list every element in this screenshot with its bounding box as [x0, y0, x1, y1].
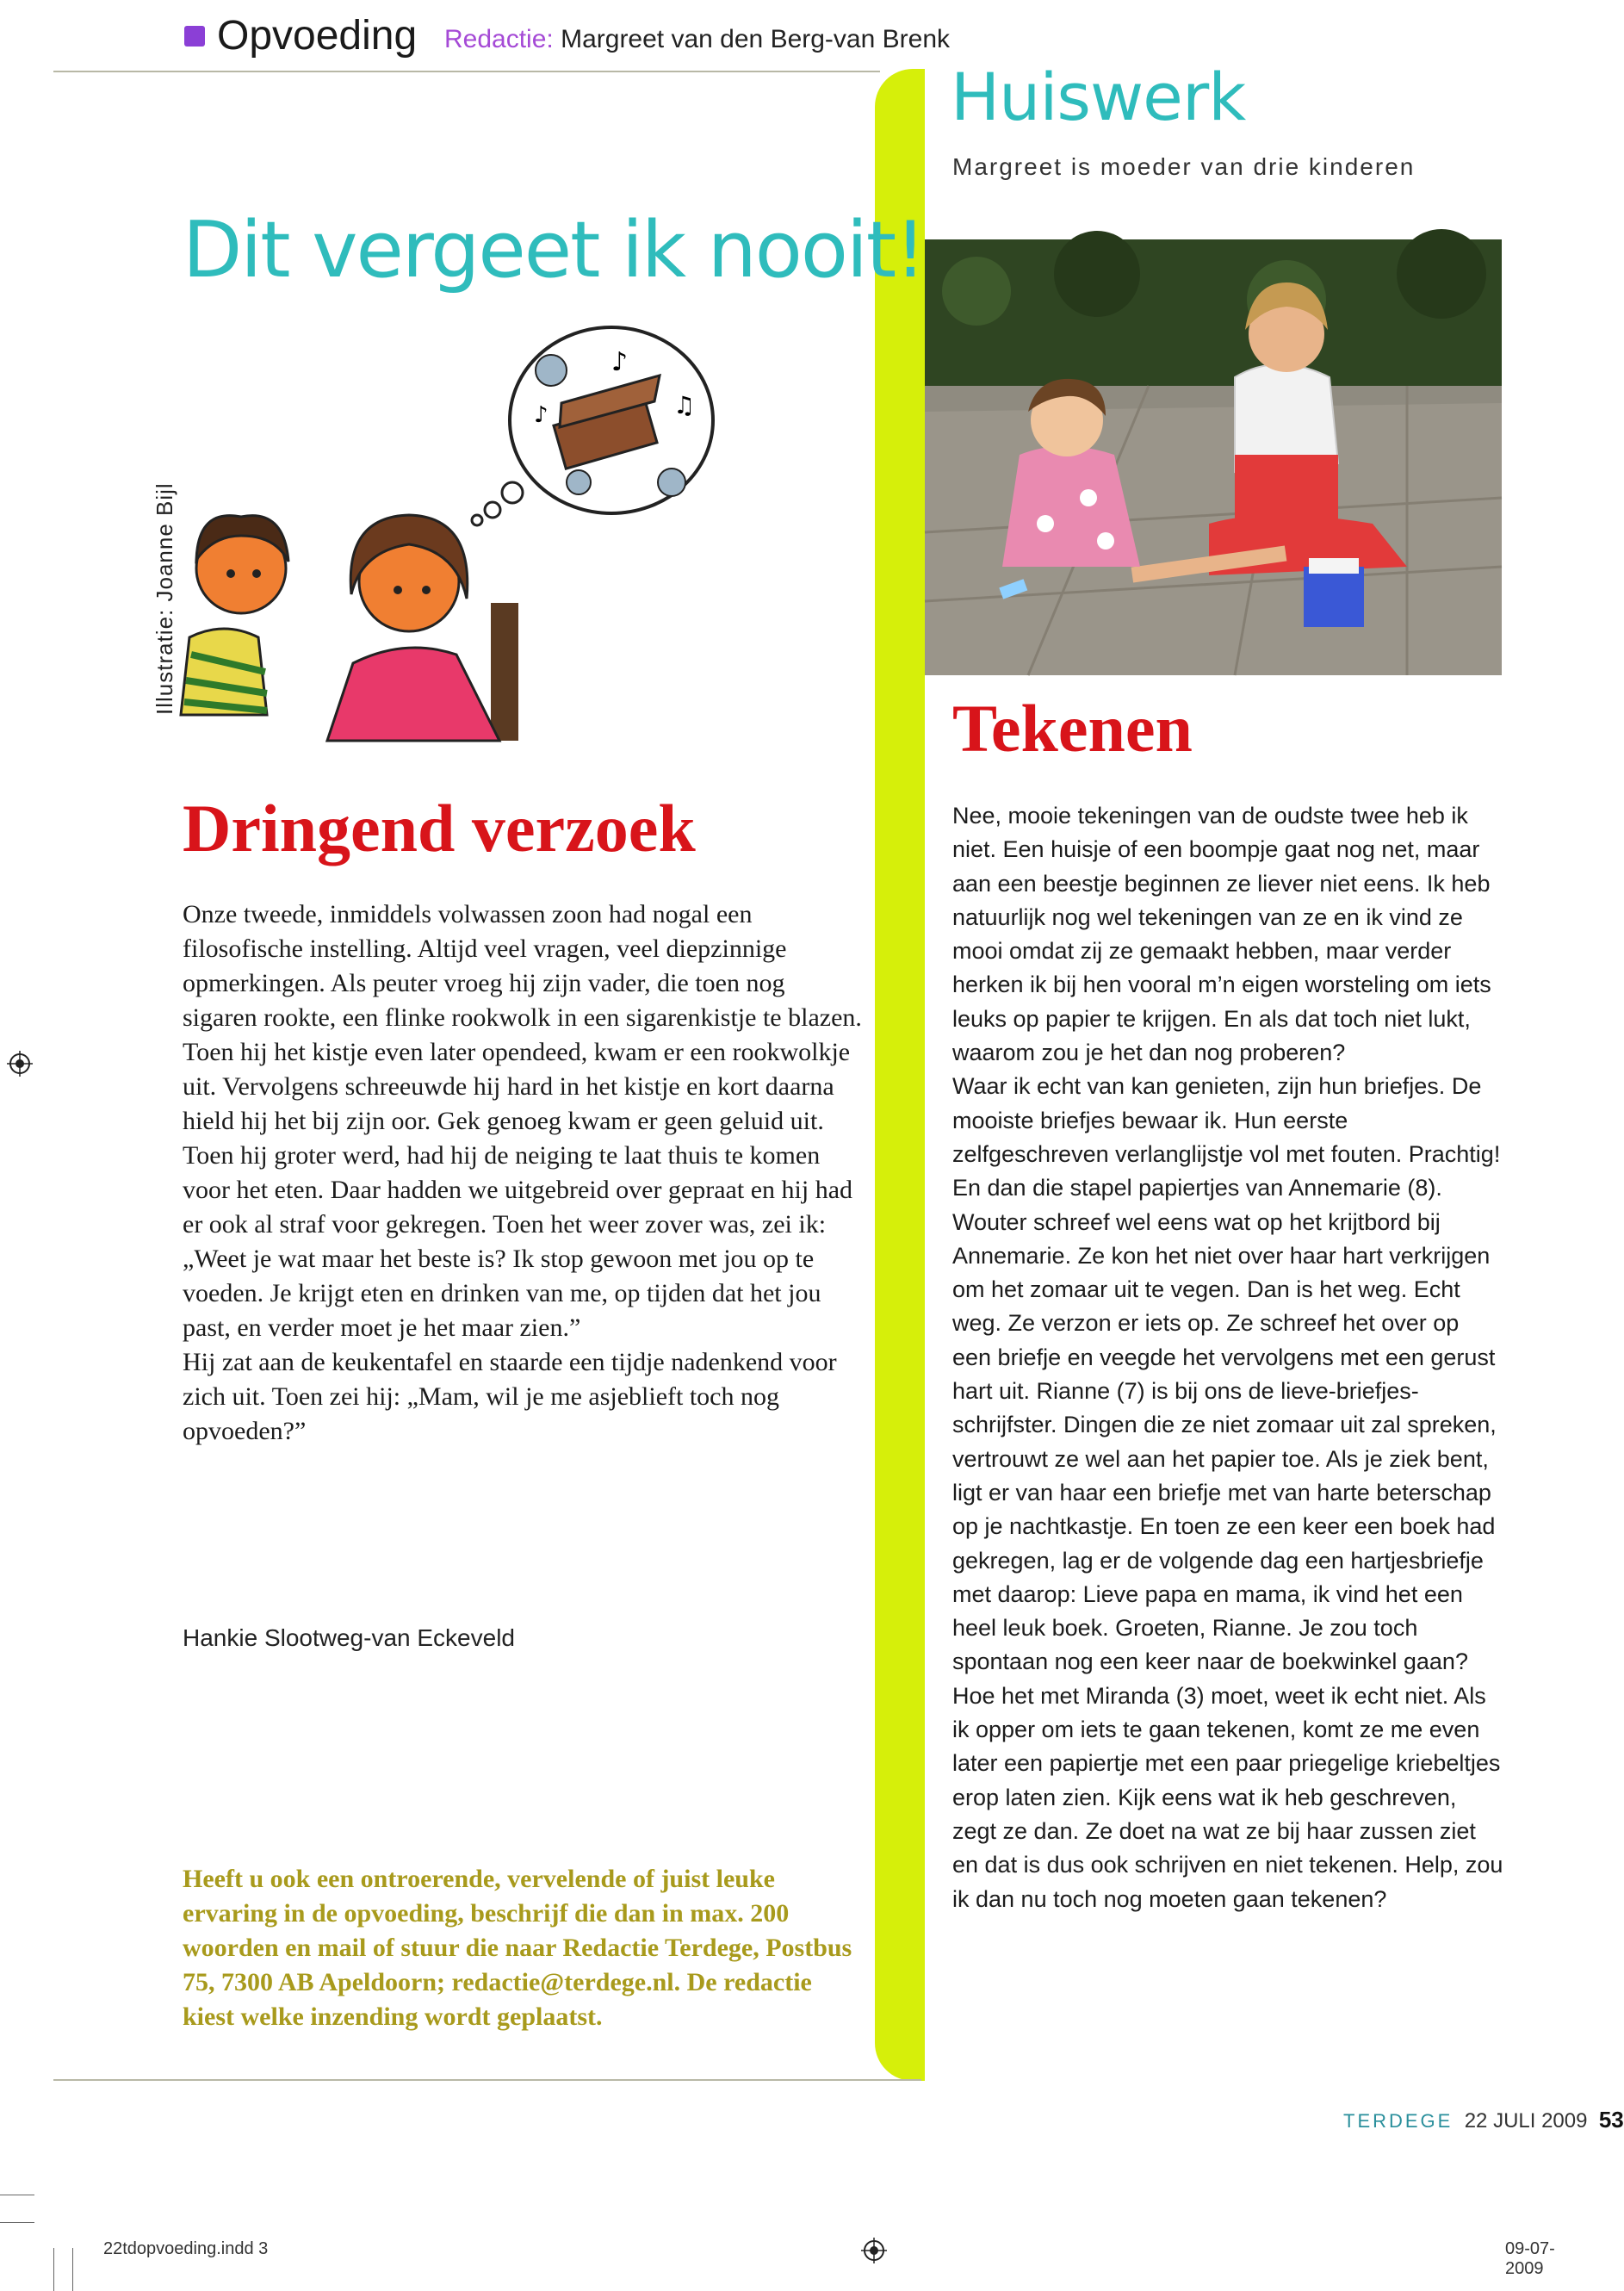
submission-call: Heeft u ook een ontroerende, vervelende of juist leuke ervaring in de opvoeding, beschrijf die dan in max. 200 woorden en mail of stuur die naar Redactie Terdege, Postbus 75, 7300 AB Apeldoorn; redactie@terdege.nl. De redactie kiest welke inzending wordt geplaatst.	[183, 1865, 852, 2031]
article-body	[952, 799, 1503, 1916]
crop-mark	[0, 2222, 34, 2223]
svg-text:♪: ♪	[611, 347, 629, 377]
story-heading: Dringend verzoek	[183, 791, 696, 866]
crop-mark	[72, 2248, 73, 2291]
issue-date: 22 JULI 2009	[1464, 2109, 1588, 2133]
bottom-rule	[53, 2079, 921, 2081]
article-paragraph: Nee, mooie tekeningen van de oudste twee heb ik niet. Een huisje of een boompje gaat nog net, maar aan een beestje beginnen ze liever niet eens. Ik heb natuurlijk nog wel tekeningen van ze en ik vind ze mooi omdat zij ze gemaakt hebben, maar verder herken ik bij hen vooral m’n eigen worsteling om iets leuks op papier te krijgen. En als dat toch niet lukt, waarom zou je het dan nog proberen?	[952, 803, 1491, 1066]
photo-mother-child	[925, 239, 1502, 675]
section-marker	[184, 26, 205, 47]
editor-label: Redactie:	[444, 25, 554, 53]
article-heading: Tekenen	[952, 691, 1193, 766]
column-subtitle: Margreet is moeder van drie kinderen	[952, 153, 1416, 180]
story-paragraph: Hij zat aan de keukentafel en staarde een tijdje nadenkend voor zich uit. Toen zei hij: „Mam, wil je me asjeblieft toch nog opvoeden?”	[183, 1348, 837, 1445]
story-author: Hankie Slootweg-van Eckeveld	[183, 1624, 515, 1651]
slug-date: 09-07-2009	[1505, 2239, 1555, 2278]
article-paragraph: Hoe het met Miranda (3) moet, weet ik echt niet. Als ik opper om iets te gaan tekenen, komt ze me even later een papiertje met een paar priegelige kriebeltjes erop laten zien. Kijk eens wat ik heb geschreven, zegt ze dan. Ze doet na wat ze bij haar zussen ziet en dat is dus ook schrijven en niet tekenen. Help, zou ik dan nu toch nog moeten gaan tekenen?	[952, 1682, 1503, 1912]
column-title-left: Dit vergeet ik nooit!	[183, 205, 925, 295]
editor-credit	[444, 22, 950, 57]
column-divider	[875, 69, 925, 2081]
slug-filename: 22tdopvoeding.indd 3	[103, 2239, 269, 2258]
page-number: 53	[1598, 2107, 1624, 2133]
svg-text:♫: ♫	[673, 391, 696, 419]
story-paragraph: Toen hij groter werd, had hij de neiging te laat thuis te komen voor het eten. Daar hadden we uitgebreid over gepraat en hij had er ook al straf voor gekregen. Toen het weer zover was, zei ik: „Weet je wat maar het beste is? Ik stop gewoon met jou op te voeden. Je krijgt eten en drinken van me, op tijden dat het jou past, en verder moet je het maar zien.”	[183, 1141, 853, 1342]
article-paragraph: Waar ik echt van kan genieten, zijn hun briefjes. De mooiste briefjes bewaar ik. Hun eerste zelfgeschreven verlanglijstje vol met fouten. Prachtig! En dan die stapel papiertjes van Annemarie (8). Wouter schreef wel eens wat op het krijtbord bij Annemarie. Ze kon het niet over haar hart verkrijgen om het zomaar uit te vegen. Dan is het weg. Echt weg. Ze verzon er iets op. Ze schreef het over op een briefje en veegde het vervolgens met een gerust hart uit. Rianne (7) is bij ons de lieve-briefjes-schrijfster. Dingen die ze niet zomaar uit zal spreken, vertrouwt ze wel aan het papier toe. Als je ziek bent, ligt er van haar een briefje met van harte beterschap op je nachtkastje. En toen ze een keer een boek had gekregen, lag er de volgende dag een hartjesbriefje met daarop: Lieve papa en mama, ik vind het een heel leuk boek. Groeten, Rianne. Je zou toch spontaan nog een keer naar de boekwinkel gaan?	[952, 1073, 1501, 1675]
story-paragraph: Onze tweede, inmiddels volwassen zoon had nogal een filosofische instelling. Altijd veel vragen, veel diepzinnige opmerkingen. Als peuter vroeg hij zijn vader, die toen nog sigaren rookte, een flinke rookwolk in een sigarenkistje te blazen. Toen hij het kistje even later opendeed, kwam er een rookwolkje uit. Vervolgens schreeuwde hij hard in het kistje en kort daarna hield hij het bij zijn oor. Gek genoeg kwam er geen geluid uit.	[183, 900, 862, 1135]
illustration-credit: Illustratie: Joanne Bijl	[152, 482, 177, 715]
page-footer	[1343, 2107, 1624, 2133]
column-title-right: Huiswerk	[951, 59, 1246, 135]
editor-name: Margreet van den Berg-van Brenk	[561, 25, 950, 53]
top-rule	[53, 71, 880, 72]
magazine-brand: TERDEGE	[1343, 2110, 1454, 2132]
crop-mark	[53, 2248, 54, 2291]
illustration-children	[146, 310, 870, 775]
svg-text:♪: ♪	[534, 402, 549, 428]
story-body	[183, 897, 863, 1449]
registration-mark-icon	[7, 1051, 33, 1077]
section-title: Opvoeding	[217, 13, 418, 59]
registration-mark-icon	[861, 2238, 887, 2263]
